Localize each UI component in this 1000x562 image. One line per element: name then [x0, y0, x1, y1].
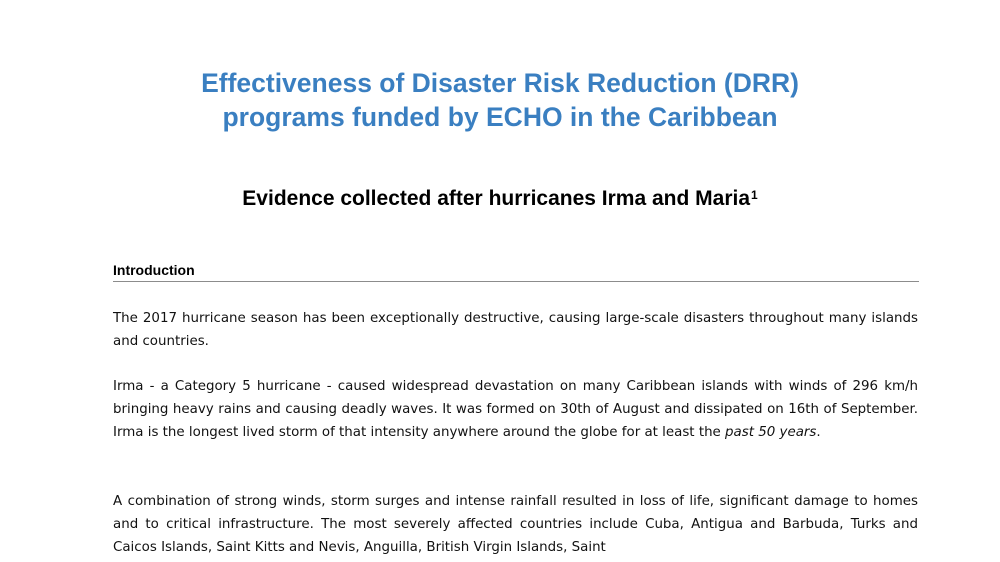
section-heading-introduction: Introduction [113, 261, 919, 282]
paragraph-1 [113, 307, 918, 353]
subtitle-text: Evidence collected after hurricanes Irma and Maria [242, 187, 750, 210]
title-line-2: programs funded by ECHO in the Caribbean [222, 102, 778, 132]
document-subtitle [0, 185, 1000, 213]
paragraph-2-end: . [816, 425, 821, 440]
paragraph-1-text: The 2017 hurricane season has been exceptionally destructive, causing large-scale disasters throughout many islands and countries. [113, 311, 918, 349]
title-line-1: Effectiveness of Disaster Risk Reduction (DRR) [201, 68, 799, 98]
paragraph-2 [113, 375, 918, 444]
paragraph-2-italic: past 50 years [725, 425, 817, 440]
paragraph-2-main: Irma - a Category 5 hurricane - caused widespread devastation on many Caribbean islands with winds of 296 km/h bringing heavy rains and causing deadly waves. It was formed on 30th of August and dissipated on 16th of September. Irma is the longest lived storm of that intensity anywhere around the globe for at least the [113, 379, 918, 440]
paragraph-3 [113, 490, 918, 559]
footnote-marker[interactable]: 1 [751, 188, 758, 202]
paragraph-2-text [113, 375, 918, 444]
paragraph-3-text: A combination of strong winds, storm surges and intense rainfall resulted in loss of life, significant damage to homes and to critical infrastructure. The most severely affected countries include Cuba, Antigua and Barbuda, Turks and Caicos Islands, Saint Kitts and Nevis, Anguilla, British Virgin Islands, Saint [113, 494, 918, 555]
document-title [0, 66, 1000, 134]
